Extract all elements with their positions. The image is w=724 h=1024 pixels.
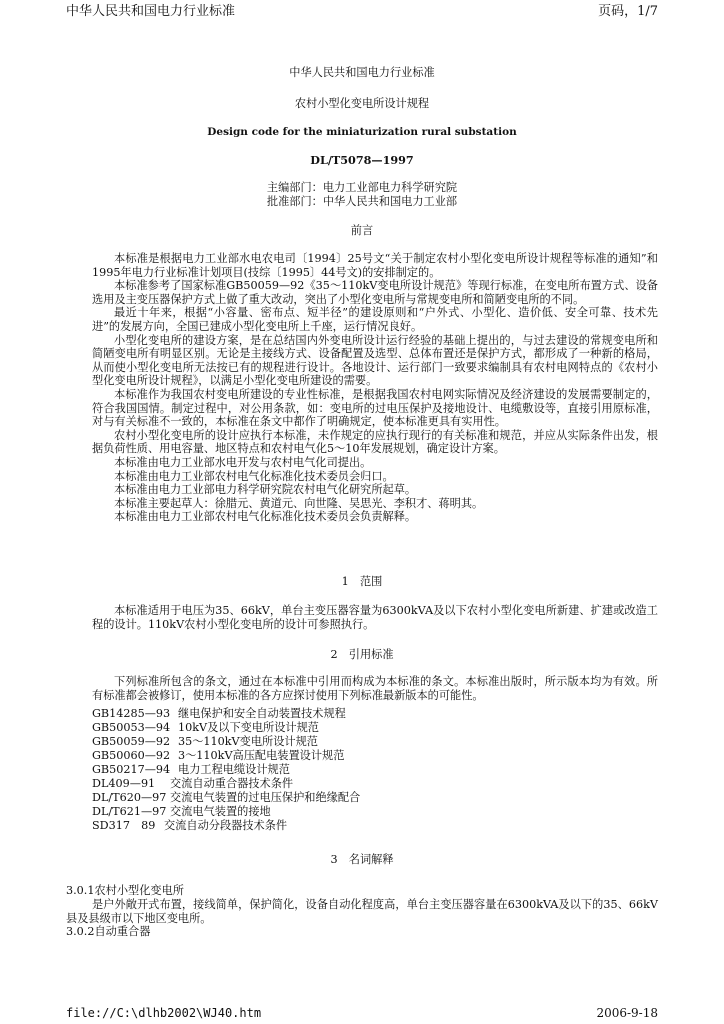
list-item (92, 805, 360, 819)
preface-para: 小型化变电所的建设方案，是在总结国内外变电所设计运行经验的基础上提出的，与过去建设的常规变电所和简陋变电所有明显区别。无论是主接线方式、设备配置及选型、总体布置还是保护方式，都形成了一种新的格局，从而使小型化变电所无法按已有的规程进行设计。各地设计、运行部门一致要求编制具有农村电网特点的《农村小型化变电所设计规程》，以满足小型化变电所建设的需要。 (92, 333, 658, 388)
standard-title: 交流自动重合器技术条件 (170, 777, 294, 790)
section-1-body (92, 604, 658, 631)
list-item (92, 777, 360, 791)
section-2-intro-block (92, 675, 658, 702)
standard-title: 电力工程电缆设计规范 (178, 763, 290, 776)
approve-dept: 批准部门：中华人民共和国电力工业部 (266, 195, 458, 208)
standard-code: GB50217—94 (92, 763, 171, 776)
standard-title: 交流自动分段器技术条件 (164, 819, 288, 832)
preface-para: 本标准参考了国家标准GB50059—92《35～110kV变电所设计规范》等现行标准，在变电所布置方式、设备选用及主变压器保护方式上做了重大改动，突出了小型化变电所与常规变电所和简陋变电所的不同。 (92, 279, 658, 306)
section-1-heading: 1 范围 (341, 575, 383, 588)
doc-number: DL/T5078—1997 (310, 153, 414, 167)
org-title: 中华人民共和国电力行业标准 (289, 66, 435, 79)
preface-para: 本标准作为我国农村变电所建设的专业性标准，是根据我国农村电网实际情况及经济建设的发展需要制定的，符合我国国情。制定过程中，对公用条款，如：变电所的过电压保护及接地设计、电缆敷设等，直接引用原标准，对与有关标准不一致的，本标准在条文中都作了明确规定，使本标准更具有实用性。 (92, 387, 658, 429)
preface-para: 本标准由电力工业部电力科学研究院农村电气化研究所起草。 (114, 483, 417, 497)
term-definition: 是户外敞开式布置，接线简单，保护简化，设备自动化程度高，单台主变压器容量在6300kVA及以下的35、66kV县及县级市以下地区变电所。 (66, 897, 658, 925)
section-3-body (66, 884, 658, 939)
preface-para: 本标准由电力工业部水电开发与农村电气化司提出。 (114, 455, 372, 469)
standard-code: GB50053—94 (92, 721, 171, 734)
section-2-heading: 2 引用标准 (330, 648, 394, 661)
standard-code: GB14285—93 (92, 707, 171, 720)
standard-title: 交流电气装置的过电压保护和绝缘配合 (170, 791, 361, 804)
preface-para: 本标准由电力工业部农村电气化标准化技术委员会负责解释。 (114, 510, 417, 524)
list-item (92, 735, 360, 749)
section-2-intro: 下列标准所包含的条文，通过在本标准中引用而构成为本标准的条文。本标准出版时，所示版本均为有效。所有标准都会被修订，使用本标准的各方应探讨使用下列标准最新版本的可能性。 (92, 675, 658, 702)
list-item (92, 819, 360, 833)
standard-title: 继电保护和安全自动装置技术规程 (178, 707, 346, 720)
file-path: file://C:\dlhb2002\WJ40.htm (66, 1006, 262, 1020)
chief-dept: 主编部门：电力工业部电力科学研究院 (266, 181, 458, 194)
standard-title: 35～110kV变电所设计规范 (178, 735, 318, 748)
preface-para: 最近十年来，根据“小容量、密布点、短半径”的建设原则和“户外式、小型化、造价低、安全可靠、技术先进”的发展方向，全国已建成小型化变电所上千座，运行情况良好。 (92, 306, 658, 333)
preface-heading: 前言 (350, 224, 374, 237)
preface-para: 农村小型化变电所的设计应执行本标准，未作规定的应执行现行的有关标准和规范，并应从实际条件出发，根据负荷性质、用电容量、地区特点和农村电气化5～10年发展规划，确定设计方案。 (92, 428, 658, 456)
page-indicator: 页码，1/7 (598, 4, 658, 19)
list-item (92, 721, 360, 735)
standard-code: DL/T620—97 (92, 791, 167, 804)
preface-body (92, 252, 658, 524)
doc-title-cn: 农村小型化变电所设计规程 (294, 97, 430, 110)
page-header (0, 0, 724, 20)
list-item (92, 763, 360, 777)
standard-code: DL409—91 (92, 777, 156, 790)
doc-title-en: Design code for the miniaturization rural substation (207, 126, 517, 138)
header-title: 中华人民共和国电力行业标准 (66, 4, 236, 19)
section-3-heading: 3 名词解释 (330, 853, 394, 866)
preface-para: 本标准是根据电力工业部水电农电司〔1994〕25号文“关于制定农村小型化变电所设计规程等标准的通知”和1995年电力行业标准计划项目(技综〔1995〕44号文)的安排制定的。 (92, 252, 658, 279)
standard-code: SD317 89 (92, 819, 156, 832)
list-item (92, 707, 360, 721)
standards-list (92, 707, 360, 833)
standard-title: 3～110kV高压配电装置设计规范 (178, 749, 345, 762)
standard-code: GB50060—92 (92, 749, 171, 762)
preface-para: 本标准主要起草人：徐腊元、黄道元、向世隆、吴思光、李积才、蒋明其。 (114, 496, 484, 510)
term-heading: 3.0.2自动重合器 (66, 925, 151, 939)
term-heading: 3.0.1农村小型化变电所 (66, 884, 184, 897)
list-item (92, 791, 360, 805)
standard-title: 交流电气装置的接地 (170, 805, 271, 818)
preface-para: 本标准由电力工业部农村电气化标准化技术委员会归口。 (114, 469, 394, 483)
section-1-text: 本标准适用于电压为35、66kV，单台主变压器容量为6300kVA及以下农村小型化变电所新建、扩建或改造工程的设计。110kV农村小型化变电所的设计可参照执行。 (92, 604, 658, 631)
print-date: 2006-9-18 (596, 1006, 658, 1020)
standard-code: DL/T621—97 (92, 805, 167, 818)
list-item (92, 749, 360, 763)
standard-code: GB50059—92 (92, 735, 171, 748)
standard-title: 10kV及以下变电所设计规范 (178, 721, 319, 734)
